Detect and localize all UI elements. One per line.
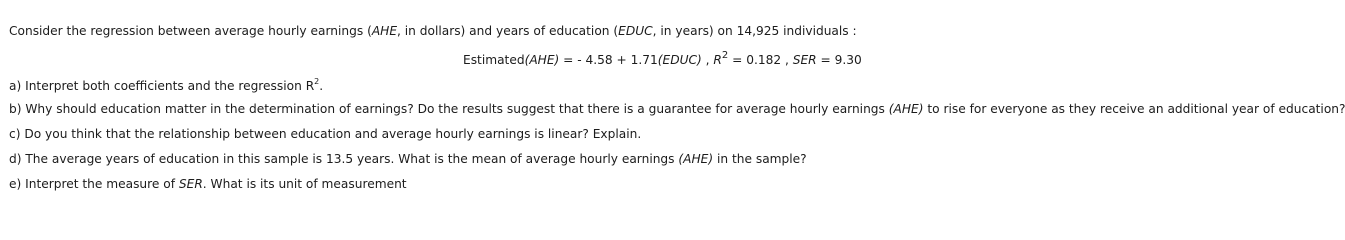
question-a-text: a) Interpret both coefficients and the regression R [9, 79, 315, 93]
equation-ser-symbol: SER [792, 53, 817, 67]
question-a-superscript: 2 [314, 77, 320, 86]
intro-text-3: , in years) on 14,925 individuals : [652, 24, 857, 38]
equation-r-value: = 0.182 , [728, 53, 793, 67]
question-c [9, 126, 641, 142]
question-e [9, 176, 407, 192]
equation-r-exponent: 2 [721, 50, 729, 61]
question-e-text-1: e) Interpret the measure of [9, 177, 179, 191]
question-e-ser-variable: SER [178, 177, 203, 191]
question-a [9, 78, 323, 94]
intro-educ-variable: EDUC [618, 24, 653, 38]
intro-text-1: Consider the regression between average hourly earnings ( [9, 24, 372, 38]
question-d-text-1: d) The average years of education in this sample is 13.5 years. What is the mean of average hourly earnings [9, 152, 679, 166]
question-d-text-2: in the sample? [713, 152, 807, 166]
equation-coefficients: = - 4.58 + 1.71 [559, 53, 658, 67]
equation-r-symbol: R [713, 53, 722, 67]
question-d [9, 151, 807, 167]
question-b-text-2: to rise for everyone as they receive an additional year of education? [923, 102, 1345, 116]
regression-equation [463, 52, 862, 68]
question-e-text-2: . What is its unit of measurement [202, 177, 407, 191]
equation-prefix: Estimated [463, 53, 525, 67]
question-a-end: . [319, 79, 324, 93]
equation-ser-value: = 9.30 [816, 53, 862, 67]
intro-ahe-variable: AHE [371, 24, 398, 38]
question-b-ahe-variable: (AHE) [888, 102, 924, 116]
question-d-ahe-variable: (AHE) [678, 152, 714, 166]
equation-educ-term: (EDUC) [657, 53, 702, 67]
intro-text-2: , in dollars) and years of education ( [397, 24, 619, 38]
question-b-text-1: b) Why should education matter in the determination of earnings? Do the results suggest that there is a guarantee for average hourly earnings [9, 102, 889, 116]
problem-intro [9, 23, 857, 39]
question-c-text: c) Do you think that the relationship between education and average hourly earnings is linear? Explain. [9, 127, 642, 141]
equation-ahe-term: (AHE) [524, 53, 560, 67]
question-b [9, 101, 1345, 117]
equation-separator: , [701, 53, 714, 67]
